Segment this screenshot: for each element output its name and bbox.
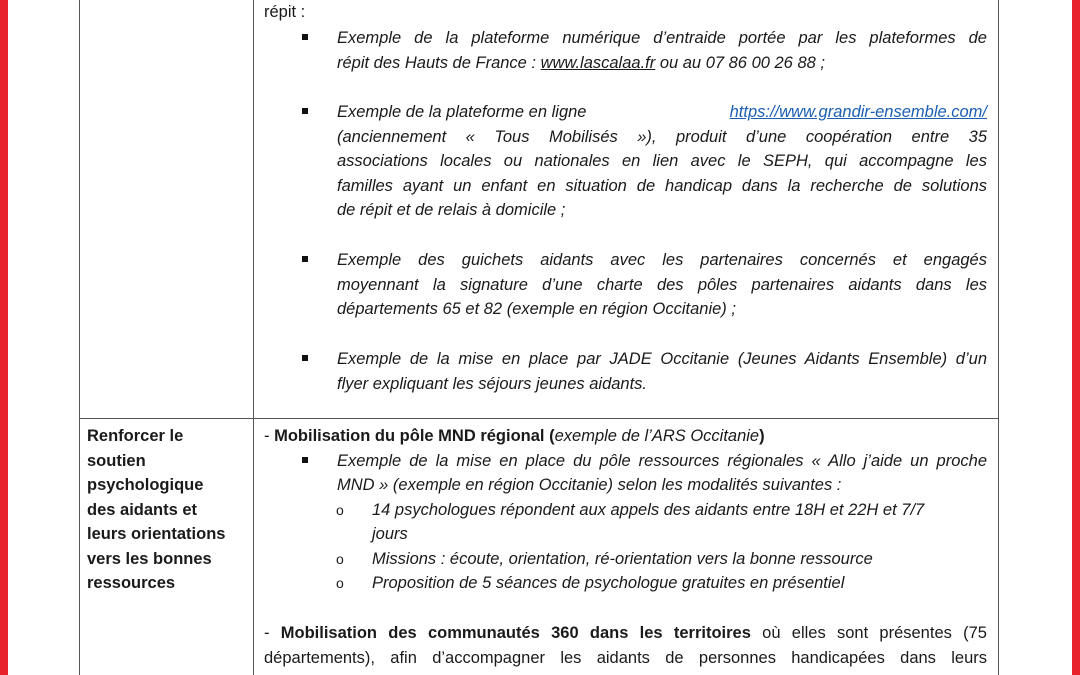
row-label-line: Renforcer le bbox=[87, 427, 184, 445]
bullet-marker bbox=[302, 108, 308, 114]
mnd-bullet-line2: MND » (exemple en région Occitanie) selon les modalités suivantes : bbox=[337, 476, 842, 494]
row-label-line: ressources bbox=[87, 574, 176, 592]
table-row-divider bbox=[79, 418, 999, 419]
sub-bullet-marker: o bbox=[336, 502, 344, 518]
left-red-border bbox=[0, 0, 8, 675]
row-label-line: vers les bonnes bbox=[87, 550, 212, 568]
item3-line1: Exemple des guichets aidants avec les partenaires concernés et engagés bbox=[337, 251, 987, 269]
item2-line2: (anciennement « Tous Mobilisés »), produit d’une coopération entre 35 bbox=[337, 128, 987, 146]
item2-line1: Exemple de la plateforme en ligne https://www.grandir-ensemble.com/ bbox=[337, 100, 987, 125]
item2-line3: associations locales ou nationales en lien avec le SEPH, qui accompagne les bbox=[337, 152, 987, 170]
bullet-marker bbox=[302, 34, 308, 40]
table-right-border bbox=[998, 0, 999, 675]
item4-line2: flyer expliquant les séjours jeunes aidants. bbox=[337, 375, 648, 393]
item2-line5: de répit et de relais à domicile ; bbox=[337, 201, 566, 219]
mnd-heading: - Mobilisation du pôle MND régional (exemple de l’ARS Occitanie) bbox=[264, 427, 765, 445]
sub-bullet-marker: o bbox=[336, 575, 344, 591]
intro-text: répit : bbox=[264, 3, 306, 21]
sub-bullet-marker: o bbox=[336, 551, 344, 567]
row-label-line: leurs orientations bbox=[87, 525, 226, 543]
sub-item1-line2: jours bbox=[372, 525, 408, 543]
item2-line4: familles ayant un enfant en situation de handicap dans la recherche de solutions bbox=[337, 177, 987, 195]
bullet-marker bbox=[302, 457, 308, 463]
bullet-marker bbox=[302, 256, 308, 262]
table-column-divider bbox=[253, 0, 254, 675]
sub-item2-line1: Missions : écoute, orientation, ré-orientation vers la bonne ressource bbox=[372, 550, 873, 568]
communautes-360-line1: - Mobilisation des communautés 360 dans les territoires où elles sont présentes (75 bbox=[264, 624, 987, 642]
table-left-border bbox=[79, 0, 80, 675]
lascalaa-link[interactable]: www.lascalaa.fr bbox=[540, 54, 656, 72]
right-red-border bbox=[1072, 0, 1080, 675]
sub-item1-line1: 14 psychologues répondent aux appels des aidants entre 18H et 22H et 7/7 bbox=[372, 501, 925, 519]
sub-item3-line1: Proposition de 5 séances de psychologue gratuites en présentiel bbox=[372, 574, 845, 592]
mnd-bullet-line1: Exemple de la mise en place du pôle ressources régionales « Allo j’aide un proche bbox=[337, 452, 987, 470]
row-label-line: des aidants et bbox=[87, 501, 198, 519]
item3-line3: départements 65 et 82 (exemple en région Occitanie) ; bbox=[337, 300, 736, 318]
row-label-line: soutien bbox=[87, 452, 146, 470]
item1-line2: répit des Hauts de France : www.lascalaa.fr ou au 07 86 00 26 88 ; bbox=[337, 54, 825, 72]
item4-line1: Exemple de la mise en place par JADE Occitanie (Jeunes Aidants Ensemble) d’un bbox=[337, 350, 987, 368]
grandir-ensemble-link[interactable]: https://www.grandir-ensemble.com/ bbox=[729, 103, 987, 121]
bullet-marker bbox=[302, 355, 308, 361]
item3-line2: moyennant la signature d’une charte des pôles partenaires aidants dans les bbox=[337, 276, 987, 294]
row-label-line: psychologique bbox=[87, 476, 204, 494]
communautes-360-line2: départements), afin d’accompagner les aidants de personnes handicapées dans leurs bbox=[264, 649, 987, 667]
item1-line1: Exemple de la plateforme numérique d’entraide portée par les plateformes de bbox=[337, 29, 987, 47]
